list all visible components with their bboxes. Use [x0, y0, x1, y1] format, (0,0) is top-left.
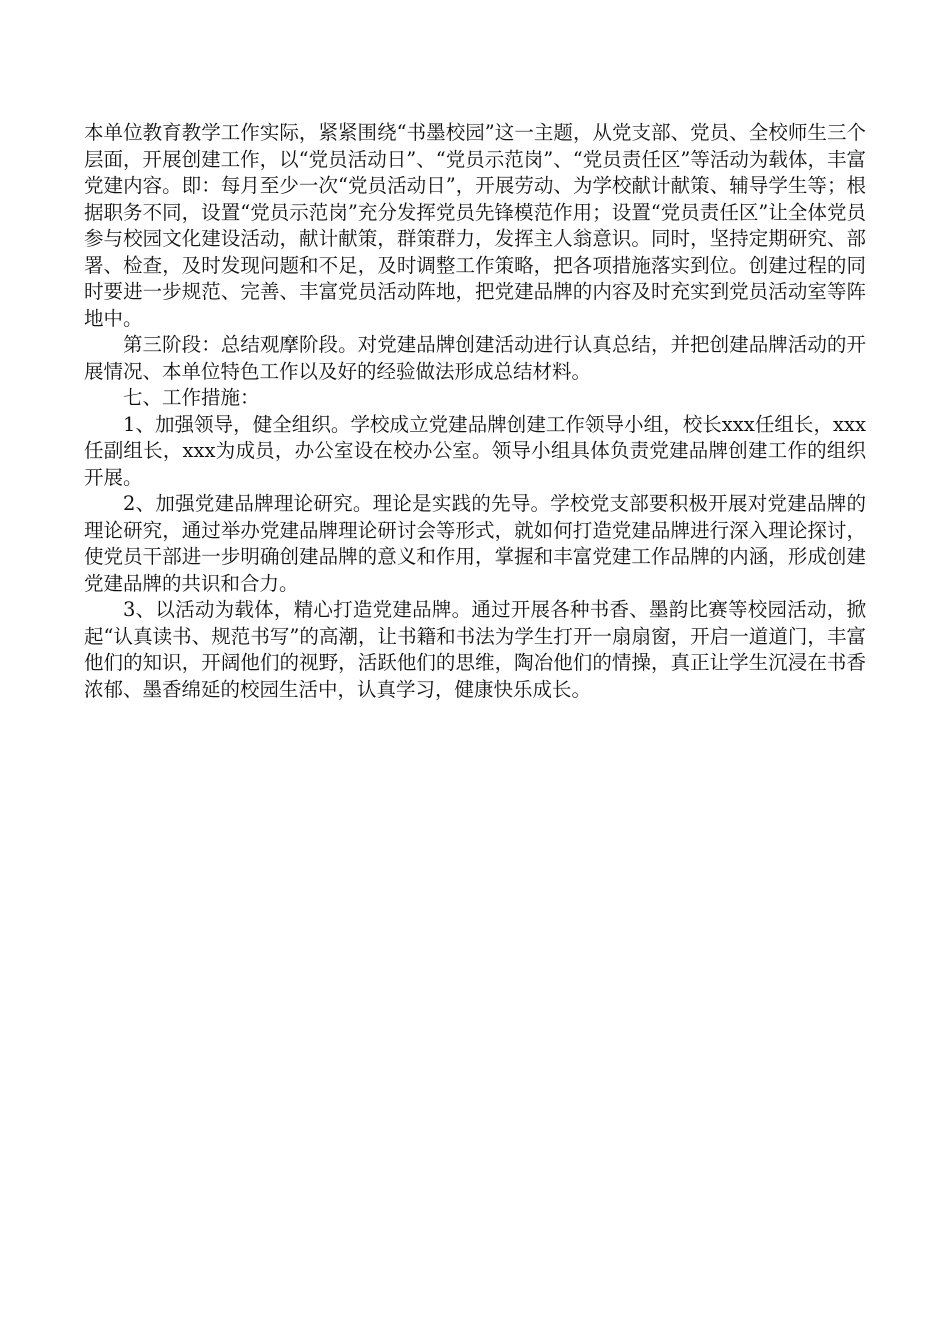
- paragraph-measure-2: 2、加强党建品牌理论研究。理论是实践的先导。学校党支部要积极开展对党建品牌的理论研究，通过举办党建品牌理论研讨会等形式，就如何打造党建品牌进行深入理论探讨，使党员干部进一步明确创建品牌的意义和作用，掌握和丰富党建工作品牌的内涵，形成创建党建品牌的共识和合力。: [84, 492, 866, 595]
- document-body: [84, 120, 866, 703]
- paragraph-measure-1: 1、加强领导，健全组织。学校成立党建品牌创建工作领导小组，校长xxx任组长，xxx任副组长，xxx为成员，办公室设在校办公室。领导小组具体负责党建品牌创建工作的组织开展。: [84, 412, 866, 489]
- paragraph-continuation: 本单位教育教学工作实际，紧紧围绕“书墨校园”这一主题，从党支部、党员、全校师生三个层面，开展创建工作，以“党员活动日”、“党员示范岗”、“党员责任区”等活动为载体，丰富党建内容。即：每月至少一次“党员活动日”，开展劳动、为学校献计献策、辅导学生等；根据职务不同，设置“党员示范岗”充分发挥党员先锋模范作用；设置“党员责任区”让全体党员参与校园文化建设活动，献计献策，群策群力，发挥主人翁意识。同时，坚持定期研究、部署、检查，及时发现问题和不足，及时调整工作策略，把各项措施落实到位。创建过程的同时要进一步规范、完善、丰富党员活动阵地，把党建品牌的内容及时充实到党员活动室等阵地中。: [84, 121, 866, 330]
- paragraph-stage-three: 第三阶段：总结观摩阶段。对党建品牌创建活动进行认真总结，并把创建品牌活动的开展情况、本单位特色工作以及好的经验做法形成总结材料。: [84, 333, 866, 383]
- section-heading-work-measures: 七、工作措施：: [123, 386, 260, 409]
- paragraph-measure-3: 3、以活动为载体，精心打造党建品牌。通过开展各种书香、墨韵比赛等校园活动，掀起“认真读书、规范书写”的高潮，让书籍和书法为学生打开一扇扇窗，开启一道道门，丰富他们的知识，开阔他们的视野，活跃他们的思维，陶冶他们的情操，真正让学生沉浸在书香浓郁、墨香绵延的校园生活中，认真学习，健康快乐成长。: [84, 598, 866, 701]
